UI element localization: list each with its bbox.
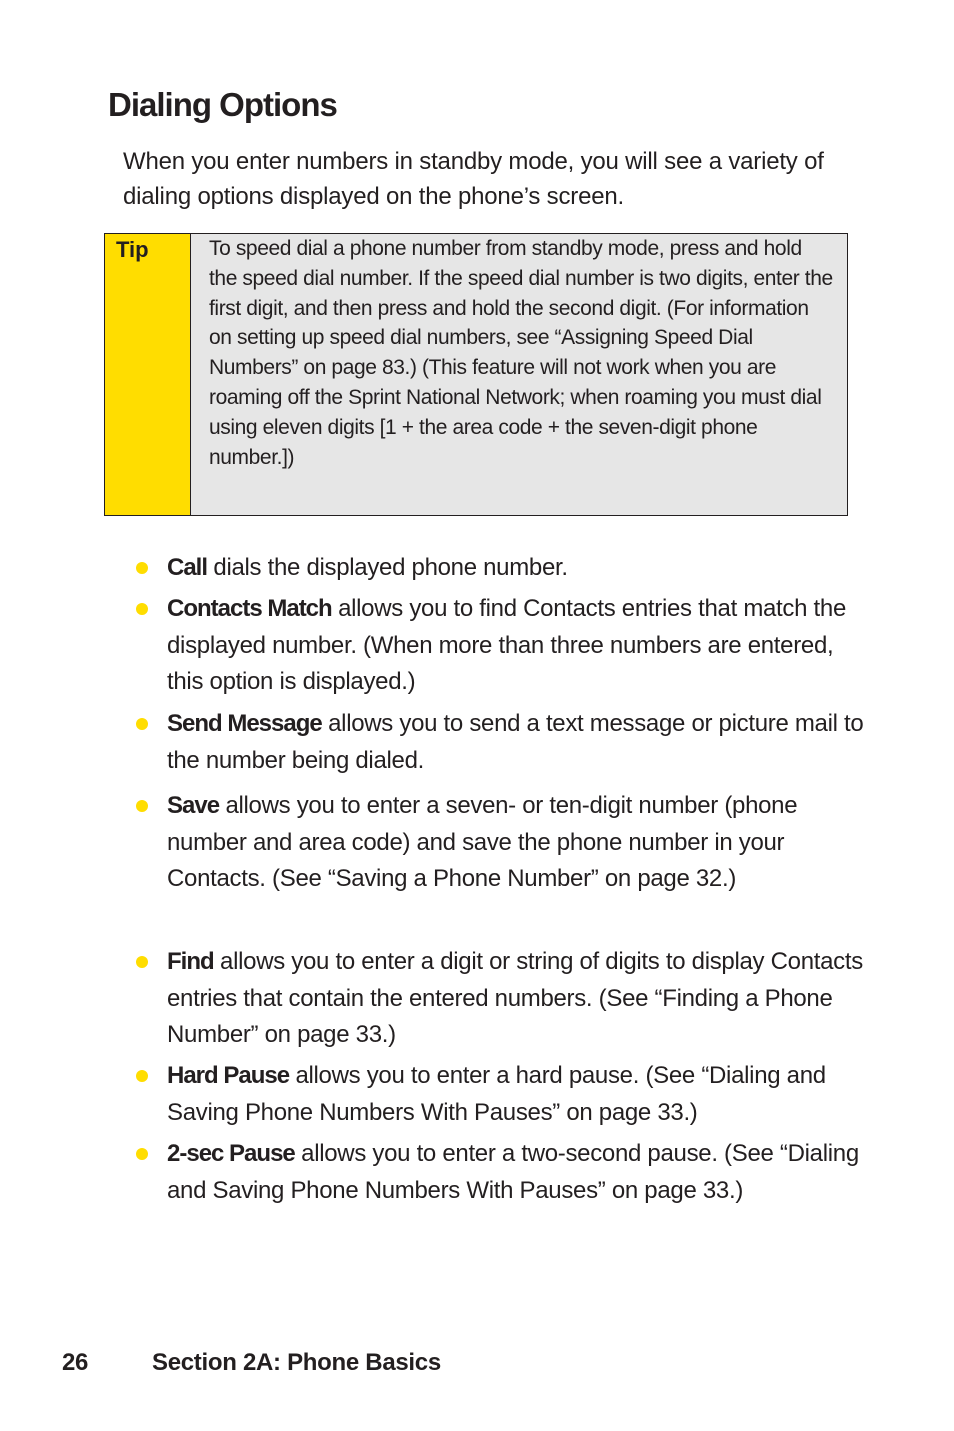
list-item xyxy=(167,550,867,587)
option-term: 2-sec Pause xyxy=(167,1140,295,1167)
option-term: Contacts Match xyxy=(167,595,332,622)
option-description: allows you to enter a two-second pause. (See “Dialing and Saving Phone Numbers With Pauses” on page 33.) xyxy=(167,1140,859,1204)
list-item xyxy=(167,788,867,898)
option-term: Hard Pause xyxy=(167,1062,290,1089)
bullet-icon xyxy=(136,1070,148,1082)
option-description: allows you to find Contacts entries that match the displayed number. (When more than three numbers are entered, this option is displayed.) xyxy=(167,595,847,695)
list-item xyxy=(167,1058,867,1131)
tip-label-cell xyxy=(105,234,191,515)
option-term: Send Message xyxy=(167,710,322,737)
bullet-icon xyxy=(136,1148,148,1160)
intro-paragraph: When you enter numbers in standby mode, you will see a variety of dialing options displayed on the phone’s screen. xyxy=(123,148,824,210)
bullet-icon xyxy=(136,603,148,615)
bullet-icon xyxy=(136,718,148,730)
list-item xyxy=(167,1136,867,1209)
tip-text: To speed dial a phone number from standby mode, press and hold the speed dial number. If the speed dial number is two digits, enter the first digit, and then press and hold the second digit. (For information on setting up speed dial numbers, see “Assigning Speed Dial Numbers” on page 83.) (This feature will not work when you are roaming off the Sprint National Network; when roaming you must dial using eleven digits [1 + the area code + the seven-digit phone number.]) xyxy=(209,237,833,469)
list-item xyxy=(167,944,867,1054)
bullet-icon xyxy=(136,956,148,968)
option-description: dials the displayed phone number. xyxy=(213,554,568,581)
option-term: Find xyxy=(167,948,214,975)
tip-box xyxy=(104,233,848,516)
list-item xyxy=(167,591,867,701)
option-description: allows you to enter a hard pause. (See “Dialing and Saving Phone Numbers With Pauses” on page 33.) xyxy=(167,1062,826,1126)
option-term: Call xyxy=(167,554,208,581)
list-item xyxy=(167,706,867,779)
page-number: 26 xyxy=(62,1349,89,1376)
option-term: Save xyxy=(167,792,220,819)
bullet-icon xyxy=(136,800,148,812)
option-description: allows you to enter a seven- or ten-digit number (phone number and area code) and save the phone number in your Contacts. (See “Saving a Phone Number” on page 32.) xyxy=(167,792,798,892)
page-title: Dialing Options xyxy=(108,86,337,123)
bullet-icon xyxy=(136,562,148,574)
option-description: allows you to send a text message or picture mail to the number being dialed. xyxy=(167,710,864,774)
tip-label: Tip xyxy=(116,237,149,262)
option-description: allows you to enter a digit or string of digits to display Contacts entries that contain the entered numbers. (See “Finding a Phone Number” on page 33.) xyxy=(167,948,863,1048)
section-title: Section 2A: Phone Basics xyxy=(152,1349,441,1376)
